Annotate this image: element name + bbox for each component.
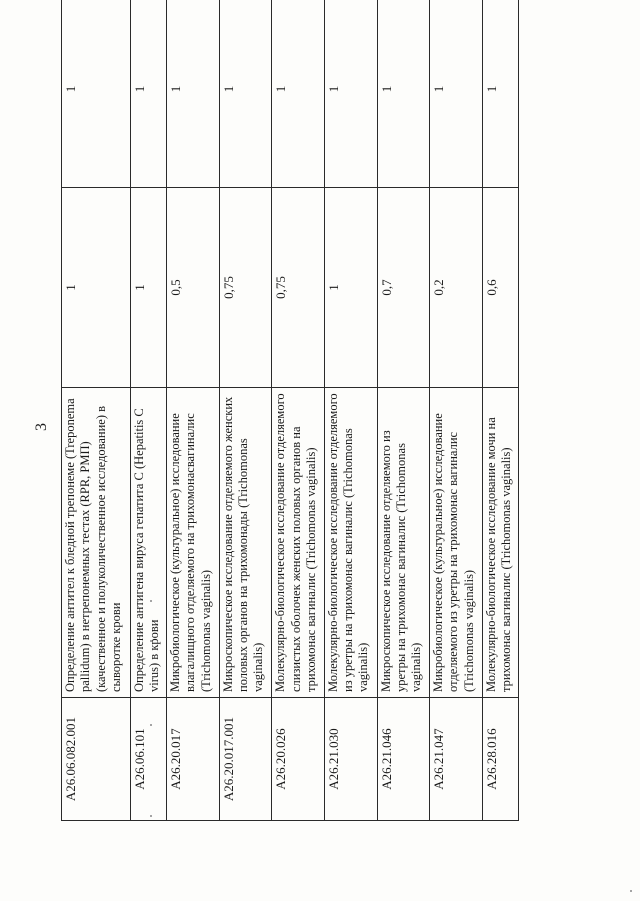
service-code-cell: A26.21.046 <box>377 698 430 821</box>
table-row <box>131 0 167 821</box>
service-code-cell: A26.21.030 <box>324 698 377 821</box>
frequency-cell: 1 <box>62 188 131 388</box>
multiplicity-cell: 1 <box>272 0 325 188</box>
table-row <box>167 0 220 821</box>
service-name-cell: Микробиологическое (культуральное) исследование влагалищного отделяемого на трихомонасвагиналис (Trichomonas vaginalis) <box>167 388 220 698</box>
multiplicity-cell: 1 <box>131 0 167 188</box>
multiplicity-cell: 1 <box>324 0 377 188</box>
multiplicity-cell: 1 <box>167 0 220 188</box>
services-table-container <box>61 0 519 821</box>
table-row <box>272 0 325 821</box>
service-code-cell: A26.21.047 <box>430 698 483 821</box>
frequency-cell: 1 <box>131 188 167 388</box>
frequency-cell: 0,2 <box>430 188 483 388</box>
frequency-cell: 0,6 <box>482 188 518 388</box>
service-code-cell: A26.20.026 <box>272 698 325 821</box>
frequency-cell: 0,75 <box>272 188 325 388</box>
service-name-cell: Определение антигена вируса гепатита C (Hepatitis C virus) в крови <box>131 388 167 698</box>
service-code-cell: A26.06.101 <box>131 698 167 821</box>
scan-speck <box>630 890 632 892</box>
service-code-cell: A26.06.082.001 <box>62 698 131 821</box>
service-code-cell: A26.28.016 <box>482 698 518 821</box>
services-table-body <box>62 0 519 821</box>
service-name-cell: Молекулярно-биологическое исследование отделяемого слизистых оболочек женских половых органов на трихомонас вагиналис (Trichomonas vaginalis) <box>272 388 325 698</box>
table-row <box>62 0 131 821</box>
service-code-cell: A26.20.017 <box>167 698 220 821</box>
service-name-cell: Микроскопическое исследование отделяемого женских половых органов на трихомонады (Trichomonas vaginalis) <box>219 388 272 698</box>
service-name-cell: Микроскопическое исследование отделяемого из уретры на трихомонас вагиналис (Trichomonas vaginalis) <box>377 388 430 698</box>
table-row <box>219 0 272 821</box>
multiplicity-cell: 1 <box>482 0 518 188</box>
frequency-cell: 0,7 <box>377 188 430 388</box>
frequency-cell: 0,75 <box>219 188 272 388</box>
multiplicity-cell: 1 <box>219 0 272 188</box>
services-table <box>61 0 519 821</box>
multiplicity-cell: 1 <box>377 0 430 188</box>
table-row <box>482 0 518 821</box>
table-row <box>324 0 377 821</box>
frequency-cell: 0,5 <box>167 188 220 388</box>
service-name-cell: Молекулярно-биологическое исследование мочи на трихомонас вагиналис (Trichomonas vaginalis) <box>482 388 518 698</box>
multiplicity-cell: 1 <box>62 0 131 188</box>
service-name-cell: Микробиологическое (культуральное) исследование отделяемого из уретры на трихомонас вагиналис (Trichomonas vaginalis) <box>430 388 483 698</box>
service-name-cell: Молекулярно-биологическое исследование отделяемого из уретры на трихомонас вагиналис (Trichomonas vaginalis) <box>324 388 377 698</box>
frequency-cell: 1 <box>324 188 377 388</box>
table-row <box>377 0 430 821</box>
multiplicity-cell: 1 <box>430 0 483 188</box>
page-number: 3 <box>33 423 50 431</box>
service-name-cell: Определение антител к бледной трепонеме (Treponema pallidum) в нетрепонемных тестах (RPR, РМП) (качественное и полуколичественное исследование) в сыворотке крови <box>62 388 131 698</box>
service-code-cell: A26.20.017.001 <box>219 698 272 821</box>
table-row <box>430 0 483 821</box>
